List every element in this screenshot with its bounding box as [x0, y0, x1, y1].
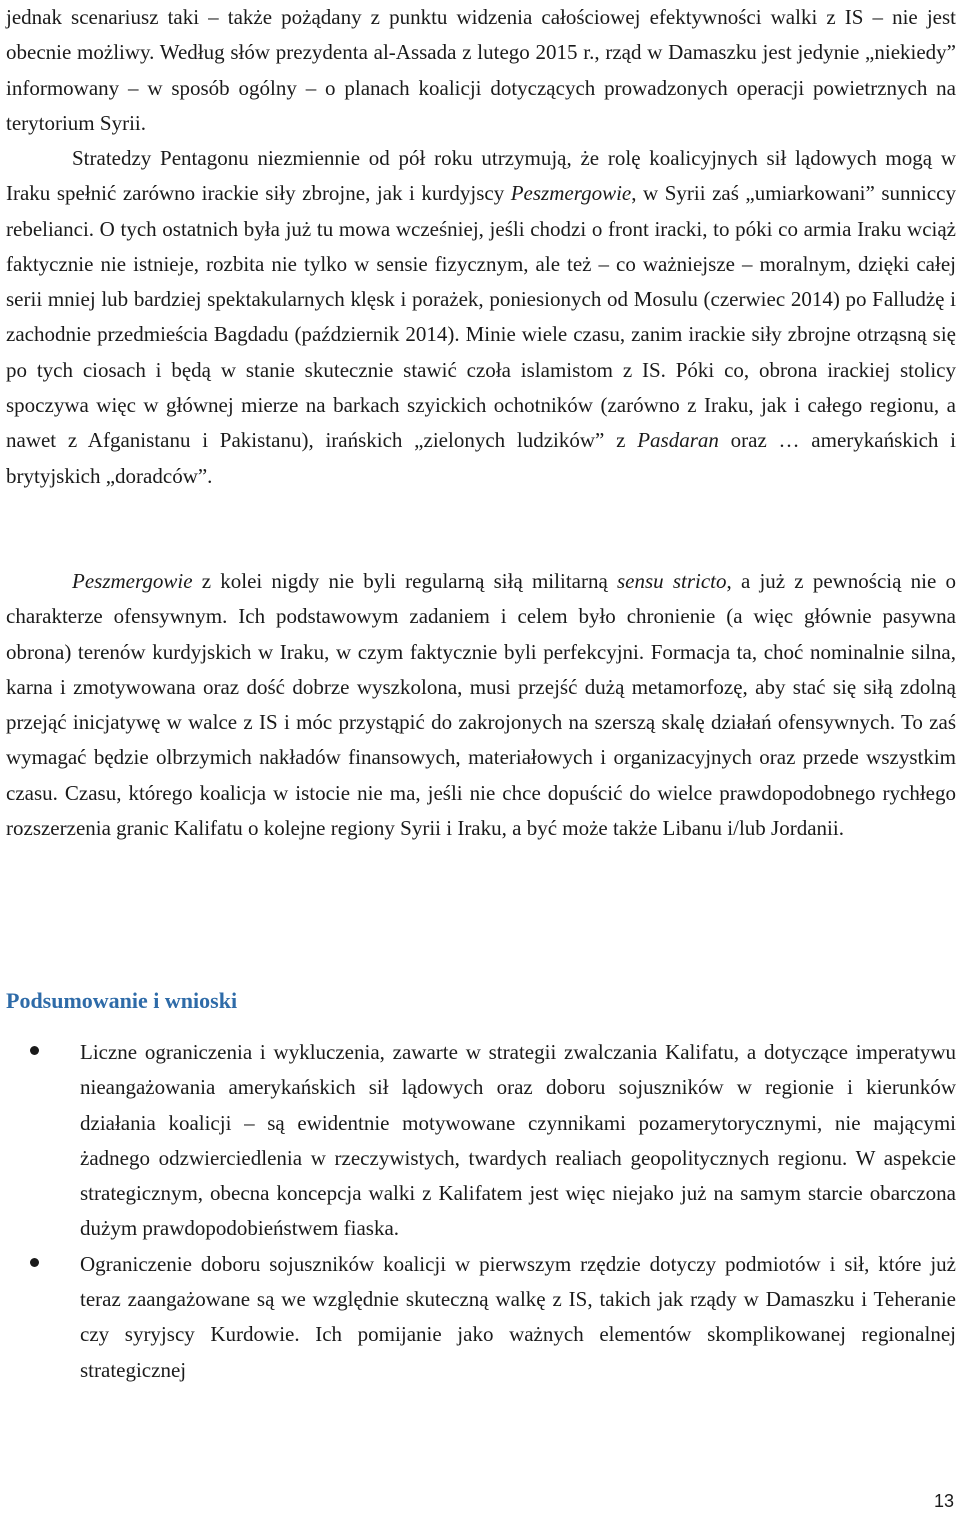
paragraph-text: , a już z pewnością nie o charakterze ofensywnym. Ich podstawowym zadaniem i celem było chronienie (a więc głównie pasywna obrona) terenów kurdyjskich w Iraku, w czym faktycznie byli perfekcyjni. Formacja ta, choć nominalnie silna, karna i zmotywowana oraz dość dobrze wyszkolona, musi przejść dużą metamorfozę, aby stać się siłą zdolną przejąć inicjatywę w walce z IS i móc przystąpić do zakrojonych na szerszą skalę działań ofensywnych. To zaś wymagać będzie olbrzymich nakładów finansowych, materiałowych i organizacyjnych oraz przede wszystkim czasu. Czasu, którego koalicja w istocie nie ma, jeśli nie chce dopuścić do wielce prawdopodobnego rychłego rozszerzenia granic Kalifatu o kolejne regiony Syrii i Iraku, a być może także Libanu i/lub Jordanii.	[6, 569, 956, 841]
paragraph-text: oraz … amerykańskich i brytyjskich „doradców”.	[6, 428, 956, 488]
italic-term: Pasdaran	[637, 428, 719, 453]
list-item-text: Ograniczenie doboru sojuszników koalicji w pierwszym rzędzie dotyczy podmiotów i sił, które już teraz zaangażowane są we względnie skuteczną walkę z IS, takich jak rządy w Damaszku i Teheranie czy syryjscy Kurdowie. Ich pomijanie jako ważnych elementów skomplikowanej regionalnej strategicznej	[80, 1251, 956, 1382]
italic-term: Peszmergowie	[510, 181, 632, 206]
list-item	[0, 1035, 960, 1247]
body-paragraph-2	[6, 141, 956, 494]
section-heading: Podsumowanie i wnioski	[6, 988, 238, 1013]
page-number: 13	[933, 1491, 954, 1511]
body-paragraph-3	[6, 564, 956, 846]
paragraph-text: , w Syrii zaś „umiarkowani” sunniccy rebelianci. O tych ostatnich była już tu mowa wcześniej, jeśli chodzi o front iracki, to póki co armia Iraku wciąż faktycznie nie istnieje, rozbita nie tylko w sensie fizycznym, ale też – co ważniejsze – moralnym, dzięki całej serii mniej lub bardziej spektakularnych klęsk i porażek, poniesionych od Mosulu (czerwiec 2014) po Falludżę i zachodnie przedmieścia Bagdadu (październik 2014). Minie wiele czasu, zanim irackie siły zbrojne otrząsną się po tych ciosach i będą w stanie skutecznie stawić czoła islamistom z IS. Póki co, obrona irackiej stolicy spoczywa więc w głównej mierze na barkach szyickich ochotników (zarówno z Iraku, jak i całego regionu, a nawet z Afganistanu i Pakistanu), irańskich „zielonych ludzików” z	[6, 181, 956, 453]
bullet-icon	[30, 1258, 39, 1267]
paragraph-text: Stratedzy Pentagonu niezmiennie od pół roku utrzymują, że rolę koalicyjnych sił lądowych mogą w Iraku spełnić zarówno irackie siły zbrojne, jak i kurdyjscy	[6, 146, 956, 206]
paragraph-text: jednak scenariusz taki – także pożądany z punktu widzenia całościowej efektywności walki z IS – nie jest obecnie możliwy. Według słów prezydenta al-Assada z lutego 2015 r., rząd w Damaszku jest jedynie „niekiedy” informowany – w sposób ogólny – o planach koalicji dotyczących prowadzonych operacji powietrznych na terytorium Syrii.	[6, 5, 956, 135]
list-item	[0, 1247, 960, 1388]
bullet-icon	[30, 1046, 39, 1055]
list-item-text: Liczne ograniczenia i wykluczenia, zawarte w strategii zwalczania Kalifatu, a dotyczące imperatywu nieangażowania amerykańskich sił lądowych oraz doboru sojuszników w regionie i kierunków działania koalicji – są ewidentnie motywowane czynnikami pozamerytorycznymi, nie mającymi żadnego odzwierciedlenia w rzeczywistych, twardych realiach geopolitycznych regionu. W aspekcie strategicznym, obecna koncepcja walki z Kalifatem jest więc niejako już na samym starcie obarczona dużym prawdopodobieństwem fiaska.	[80, 1040, 956, 1241]
body-paragraph-1	[6, 0, 956, 141]
conclusions-list	[0, 1035, 960, 1388]
italic-term: Peszmergowie	[72, 569, 193, 593]
paragraph-text: z kolei nigdy nie byli regularną siłą militarną	[192, 569, 617, 593]
italic-term: sensu stricto	[616, 569, 727, 593]
